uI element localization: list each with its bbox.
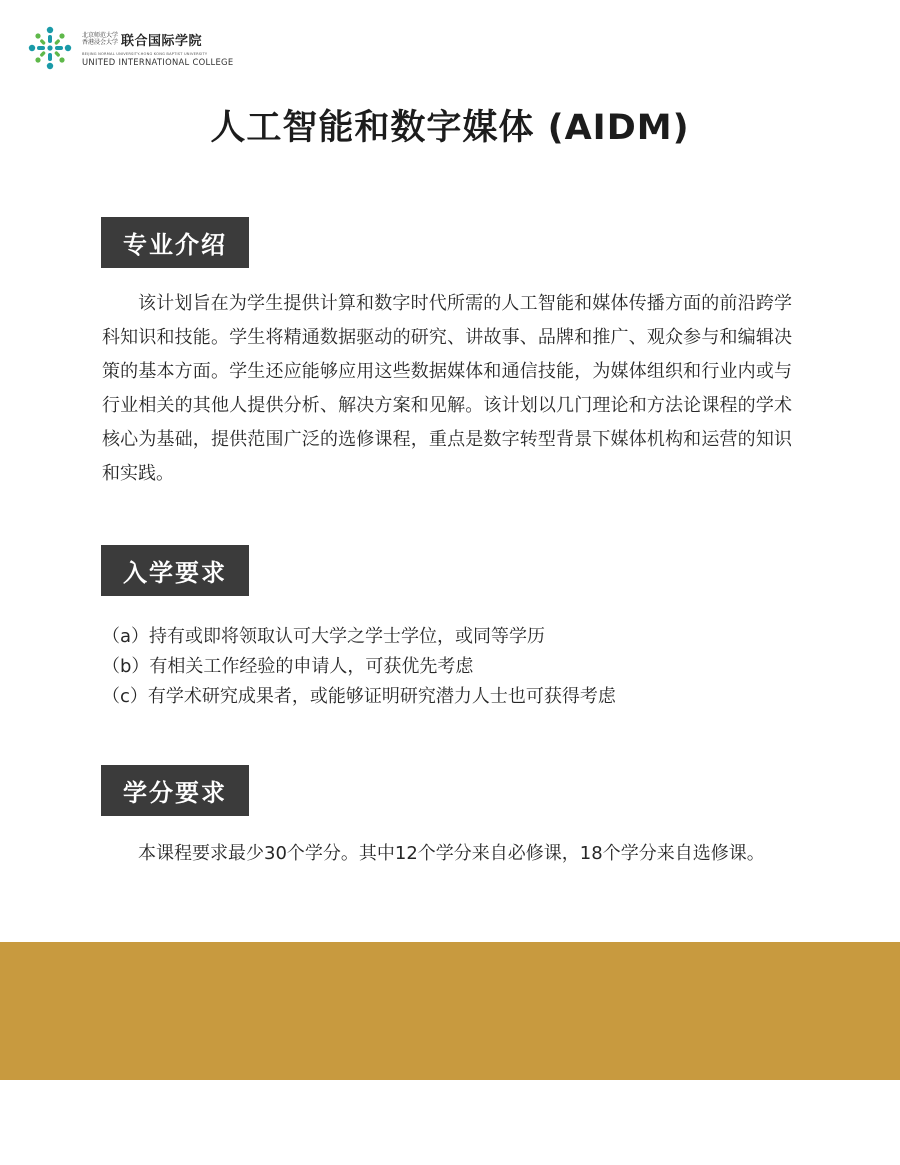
partner-university-2: 香港浸会大学 — [82, 39, 119, 46]
admission-requirements-list — [102, 622, 792, 712]
section-heading-credits: 学分要求 — [101, 765, 249, 816]
intro-paragraph: 该计划旨在为学生提供计算和数字时代所需的人工智能和媒体传播方面的前沿跨学科知识和技能。学生将精通数据驱动的研究、讲故事、品牌和推广、观众参与和编辑决策的基本方面。学生还应能够应用这些数据媒体和通信技能，为媒体组织和行业内或与行业相关的其他人提供分析、解决方案和见解。该计划以几门理论和方法论课程的学术核心为基础，提供范围广泛的选修课程，重点是数字转型背景下媒体机构和运营的知识和实践。 — [102, 293, 792, 484]
college-english-name: UNITED INTERNATIONAL COLLEGE — [82, 56, 234, 67]
uic-emblem-icon — [24, 22, 76, 74]
list-item: （b）有相关工作经验的申请人，可获优先考虑 — [102, 656, 474, 677]
logo-text — [82, 30, 233, 67]
credits-paragraph: 本课程要求最少30个学分。其中12个学分来自必修课，18个学分来自选修课。 — [138, 843, 765, 864]
list-item: （a）持有或即将领取认可大学之学士学位，或同等学历 — [102, 626, 546, 647]
footer-gold-band — [0, 942, 900, 1080]
partner-university-1: 北京师范大学 — [82, 32, 119, 39]
partner-universities-english: BEIJING NORMAL UNIVERSITY-HONG KONG BAPTIST UNIVERSITY — [82, 51, 208, 56]
section-heading-admission: 入学要求 — [101, 545, 249, 596]
uic-logo — [24, 22, 233, 74]
page-title: 人工智能和数字媒体 (AIDM) — [210, 108, 690, 148]
partner-universities — [82, 32, 118, 46]
section-heading-intro: 专业介绍 — [101, 217, 249, 268]
list-item: （c）有学术研究成果者，或能够证明研究潜力人士也可获得考虑 — [102, 686, 616, 707]
college-chinese-name: 联合国际学院 — [121, 33, 203, 49]
